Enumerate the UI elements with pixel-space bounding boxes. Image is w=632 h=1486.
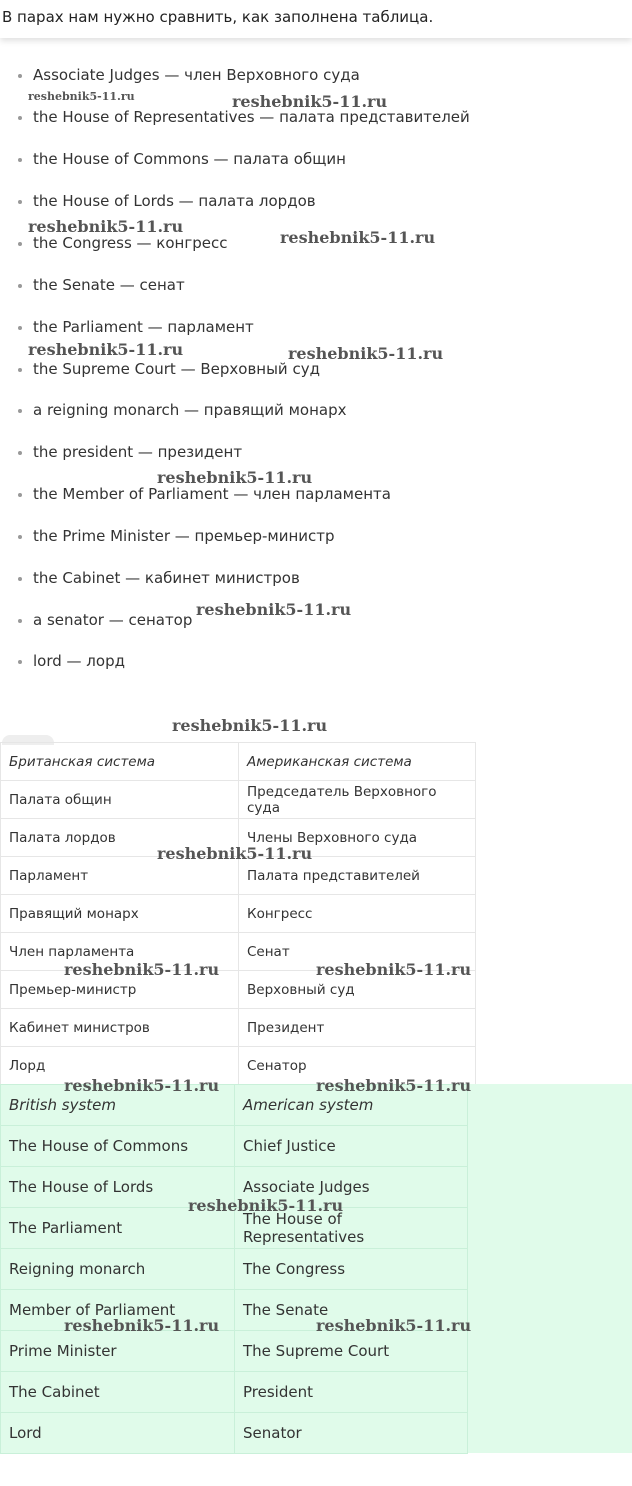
table-cell: Associate Judges	[235, 1167, 468, 1208]
table-cell: Палата общин	[1, 781, 239, 819]
bullet-icon	[18, 493, 22, 497]
table-row	[1, 1372, 468, 1413]
watermark: reshebnik5-11.ru	[316, 960, 472, 979]
table-row	[1, 895, 476, 933]
table-cell: Члены Верховного суда	[239, 819, 476, 857]
table-row	[1, 1009, 476, 1047]
page-title: В парах нам нужно сравнить, как заполнена таблица.	[2, 8, 434, 26]
list-item: the Parliament — парламент	[33, 318, 254, 336]
bullet-icon	[18, 116, 22, 120]
list-item: a senator — сенатор	[33, 611, 192, 629]
watermark: reshebnik5-11.ru	[28, 340, 184, 359]
bullet-icon	[18, 535, 22, 539]
table-cell: Сенат	[239, 933, 476, 971]
bullet-icon	[18, 200, 22, 204]
table-cell: Парламент	[1, 857, 239, 895]
list-item: the House of Representatives — палата представителей	[33, 108, 470, 126]
watermark: reshebnik5-11.ru	[196, 600, 352, 619]
table-cell: Senator	[235, 1413, 468, 1454]
table-cell: Lord	[1, 1413, 235, 1454]
list-item: the House of Lords — палата лордов	[33, 192, 316, 210]
table-cell: Член парламента	[1, 933, 239, 971]
watermark: reshebnik5-11.ru	[64, 1316, 220, 1335]
watermark: reshebnik5-11.ru	[280, 228, 436, 247]
watermark: reshebnik5-11.ru	[28, 217, 184, 236]
list-item: the Congress — конгресс	[33, 234, 227, 252]
bullet-icon	[18, 409, 22, 413]
list-item: Associate Judges — член Верховного суда	[33, 66, 360, 84]
watermark: reshebnik5-11.ru	[316, 1076, 472, 1095]
table-cell: Палата представителей	[239, 857, 476, 895]
table-cell: Chief Justice	[235, 1126, 468, 1167]
watermark: reshebnik5-11.ru	[157, 468, 313, 487]
bullet-icon	[18, 284, 22, 288]
list-item: lord — лорд	[33, 652, 125, 670]
table-cell: The Senate	[235, 1290, 468, 1331]
list-item: the House of Commons — палата общин	[33, 150, 346, 168]
list-item: the Cabinet — кабинет министров	[33, 569, 300, 587]
table-cell: Палата лордов	[1, 819, 239, 857]
watermark: reshebnik5-11.ru	[288, 344, 444, 363]
table-row	[1, 1249, 468, 1290]
list-item: a reigning monarch — правящий монарх	[33, 401, 346, 419]
table-cell: Reigning monarch	[1, 1249, 235, 1290]
bullet-icon	[18, 158, 22, 162]
bullet-icon	[18, 619, 22, 623]
table-row	[1, 1331, 468, 1372]
table-row	[1, 1126, 468, 1167]
table-header-row	[1, 743, 476, 781]
table-cell: Председатель Верховного суда	[239, 781, 476, 819]
english-comparison-table	[0, 1084, 468, 1454]
table-cell: Лорд	[1, 1047, 239, 1085]
bullet-icon	[18, 368, 22, 372]
list-item: the Member of Parliament — член парламента	[33, 485, 391, 503]
table-cell: The House of Commons	[1, 1126, 235, 1167]
table-cell: Prime Minister	[1, 1331, 235, 1372]
table-cell: Member of Parliament	[1, 1290, 235, 1331]
watermark: reshebnik5-11.ru	[232, 92, 388, 111]
table-cell: The Supreme Court	[235, 1331, 468, 1372]
table-cell: The Cabinet	[1, 1372, 235, 1413]
bullet-icon	[18, 242, 22, 246]
watermark: reshebnik5-11.ru	[157, 844, 313, 863]
table-header-cell: British system	[1, 1085, 235, 1126]
table-cell: The House of Representatives	[235, 1208, 468, 1249]
watermark: reshebnik5-11.ru	[188, 1196, 344, 1215]
list-item: the president — президент	[33, 443, 242, 461]
bullet-icon	[18, 451, 22, 455]
table-row	[1, 1413, 468, 1454]
bullet-icon	[18, 577, 22, 581]
bullet-icon	[18, 74, 22, 78]
list-item: the Senate — сенат	[33, 276, 185, 294]
table-cell: The Parliament	[1, 1208, 235, 1249]
page-header	[0, 0, 632, 38]
table-header-cell: Американская система	[239, 743, 476, 781]
table-cell: Верховный суд	[239, 971, 476, 1009]
bullet-icon	[18, 660, 22, 664]
table-header-cell: American system	[235, 1085, 468, 1126]
table-header-cell: Британская система	[1, 743, 239, 781]
watermark: reshebnik5-11.ru	[64, 960, 220, 979]
watermark: reshebnik5-11.ru	[316, 1316, 472, 1335]
table-row	[1, 781, 476, 819]
bullet-icon	[18, 326, 22, 330]
table-cell: President	[235, 1372, 468, 1413]
list-item: the Prime Minister — премьер-министр	[33, 527, 335, 545]
table-cell: Правящий монарх	[1, 895, 239, 933]
watermark: reshebnik5-11.ru	[172, 716, 328, 735]
table-cell: The House of Lords	[1, 1167, 235, 1208]
table-cell: Сенатор	[239, 1047, 476, 1085]
table-cell: Премьер-министр	[1, 971, 239, 1009]
russian-comparison-table	[0, 742, 476, 1085]
table-cell: Кабинет министров	[1, 1009, 239, 1047]
table-cell: The Congress	[235, 1249, 468, 1290]
table-cell: Конгресс	[239, 895, 476, 933]
list-item: the Supreme Court — Верховный суд	[33, 360, 320, 378]
table-cell: Президент	[239, 1009, 476, 1047]
watermark: reshebnik5-11.ru	[64, 1076, 220, 1095]
watermark: reshebnik5-11.ru	[28, 90, 135, 103]
